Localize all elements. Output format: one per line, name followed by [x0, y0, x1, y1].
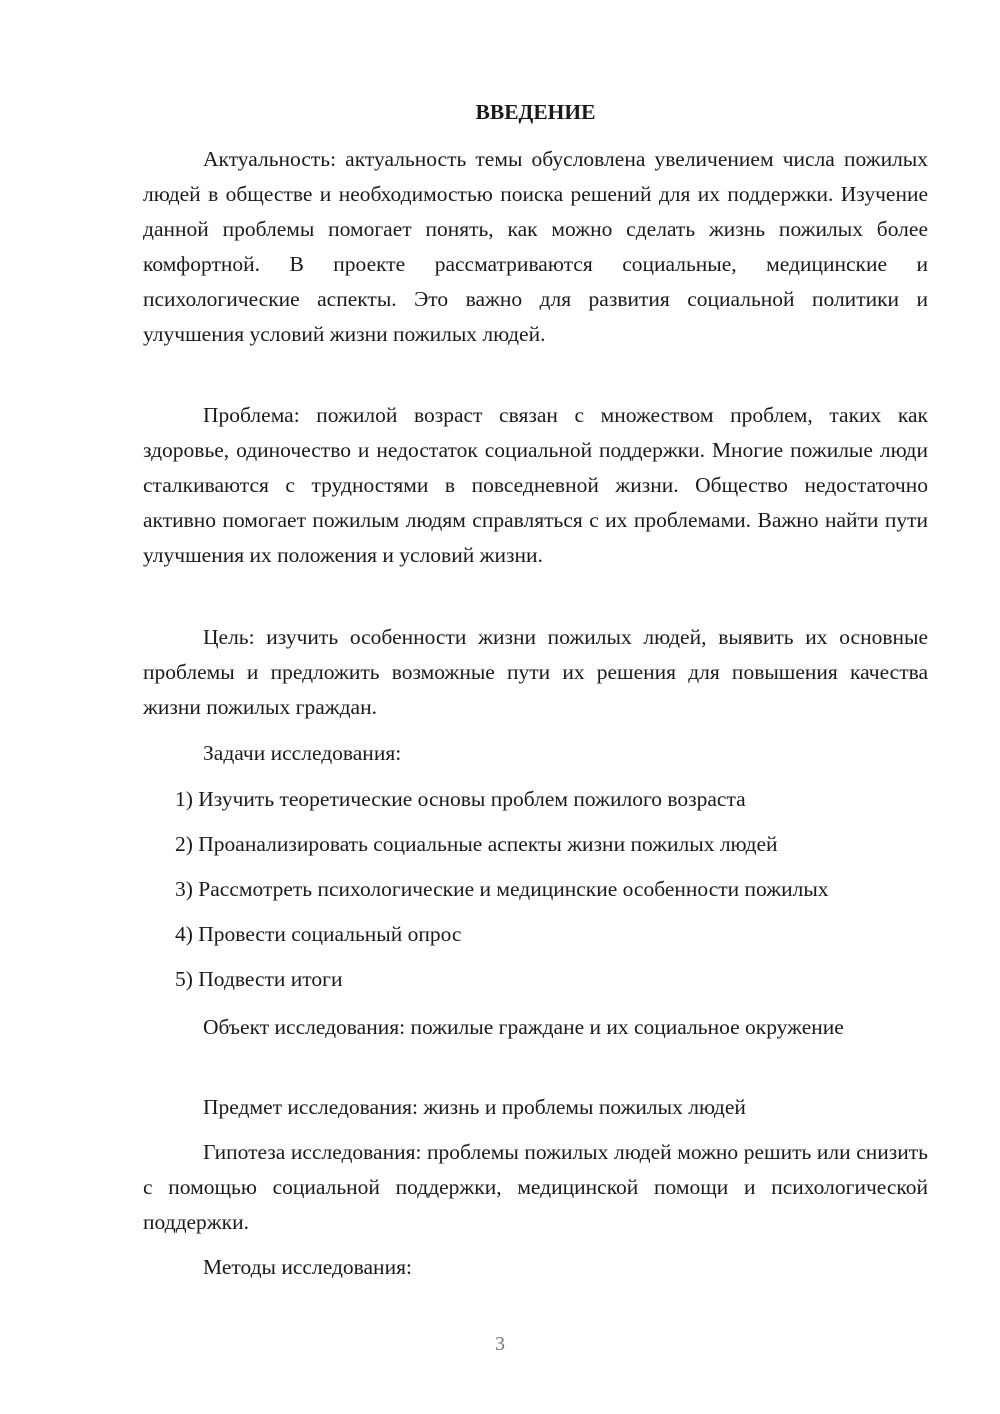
subject-paragraph: Предмет исследования: жизнь и проблемы пожилых людей [203, 1095, 746, 1119]
list-item: 3) Рассмотреть психологические и медицинские особенности пожилых [175, 877, 829, 901]
page-number: 3 [495, 1333, 505, 1355]
list-item: 4) Провести социальный опрос [175, 922, 462, 946]
relevance-paragraph: Актуальность: актуальность темы обусловлена увеличением числа пожилых людей в обществе и необходимостью поиска решений для их поддержки. Изучение данной проблемы помогает понять, как можно сделать жизнь пожилых более комфортной. В проекте рассматриваются социальные, медицинские и психологические аспекты. Это важно для развития социальной политики и улучшения условий жизни пожилых людей. [143, 147, 928, 346]
list-item: 1) Изучить теоретические основы проблем пожилого возраста [175, 787, 746, 811]
hypothesis-paragraph: Гипотеза исследования: проблемы пожилых людей можно решить или снизить с помощью социальной поддержки, медицинской помощи и психологической поддержки. [143, 1140, 928, 1234]
problem-paragraph: Проблема: пожилой возраст связан с множеством проблем, таких как здоровье, одиночество и недостаток социальной поддержки. Многие пожилые люди сталкиваются с трудностями в повседневной жизни. Общество недостаточно активно помогает пожилым людям справляться с их проблемами. Важно найти пути улучшения их положения и условий жизни. [143, 403, 928, 567]
page-title: ВВЕДЕНИЕ [475, 100, 596, 124]
tasks-list [175, 782, 829, 1007]
list-item: 5) Подвести итоги [175, 967, 343, 991]
list-item: 2) Проанализировать социальные аспекты жизни пожилых людей [175, 832, 778, 856]
methods-heading: Методы исследования: [203, 1255, 412, 1279]
tasks-heading: Задачи исследования: [203, 741, 402, 765]
goal-paragraph: Цель: изучить особенности жизни пожилых людей, выявить их основные проблемы и предложить возможные пути их решения для повышения качества жизни пожилых граждан. [143, 625, 928, 719]
object-paragraph: Объект исследования: пожилые граждане и их социальное окружение [203, 1015, 844, 1039]
